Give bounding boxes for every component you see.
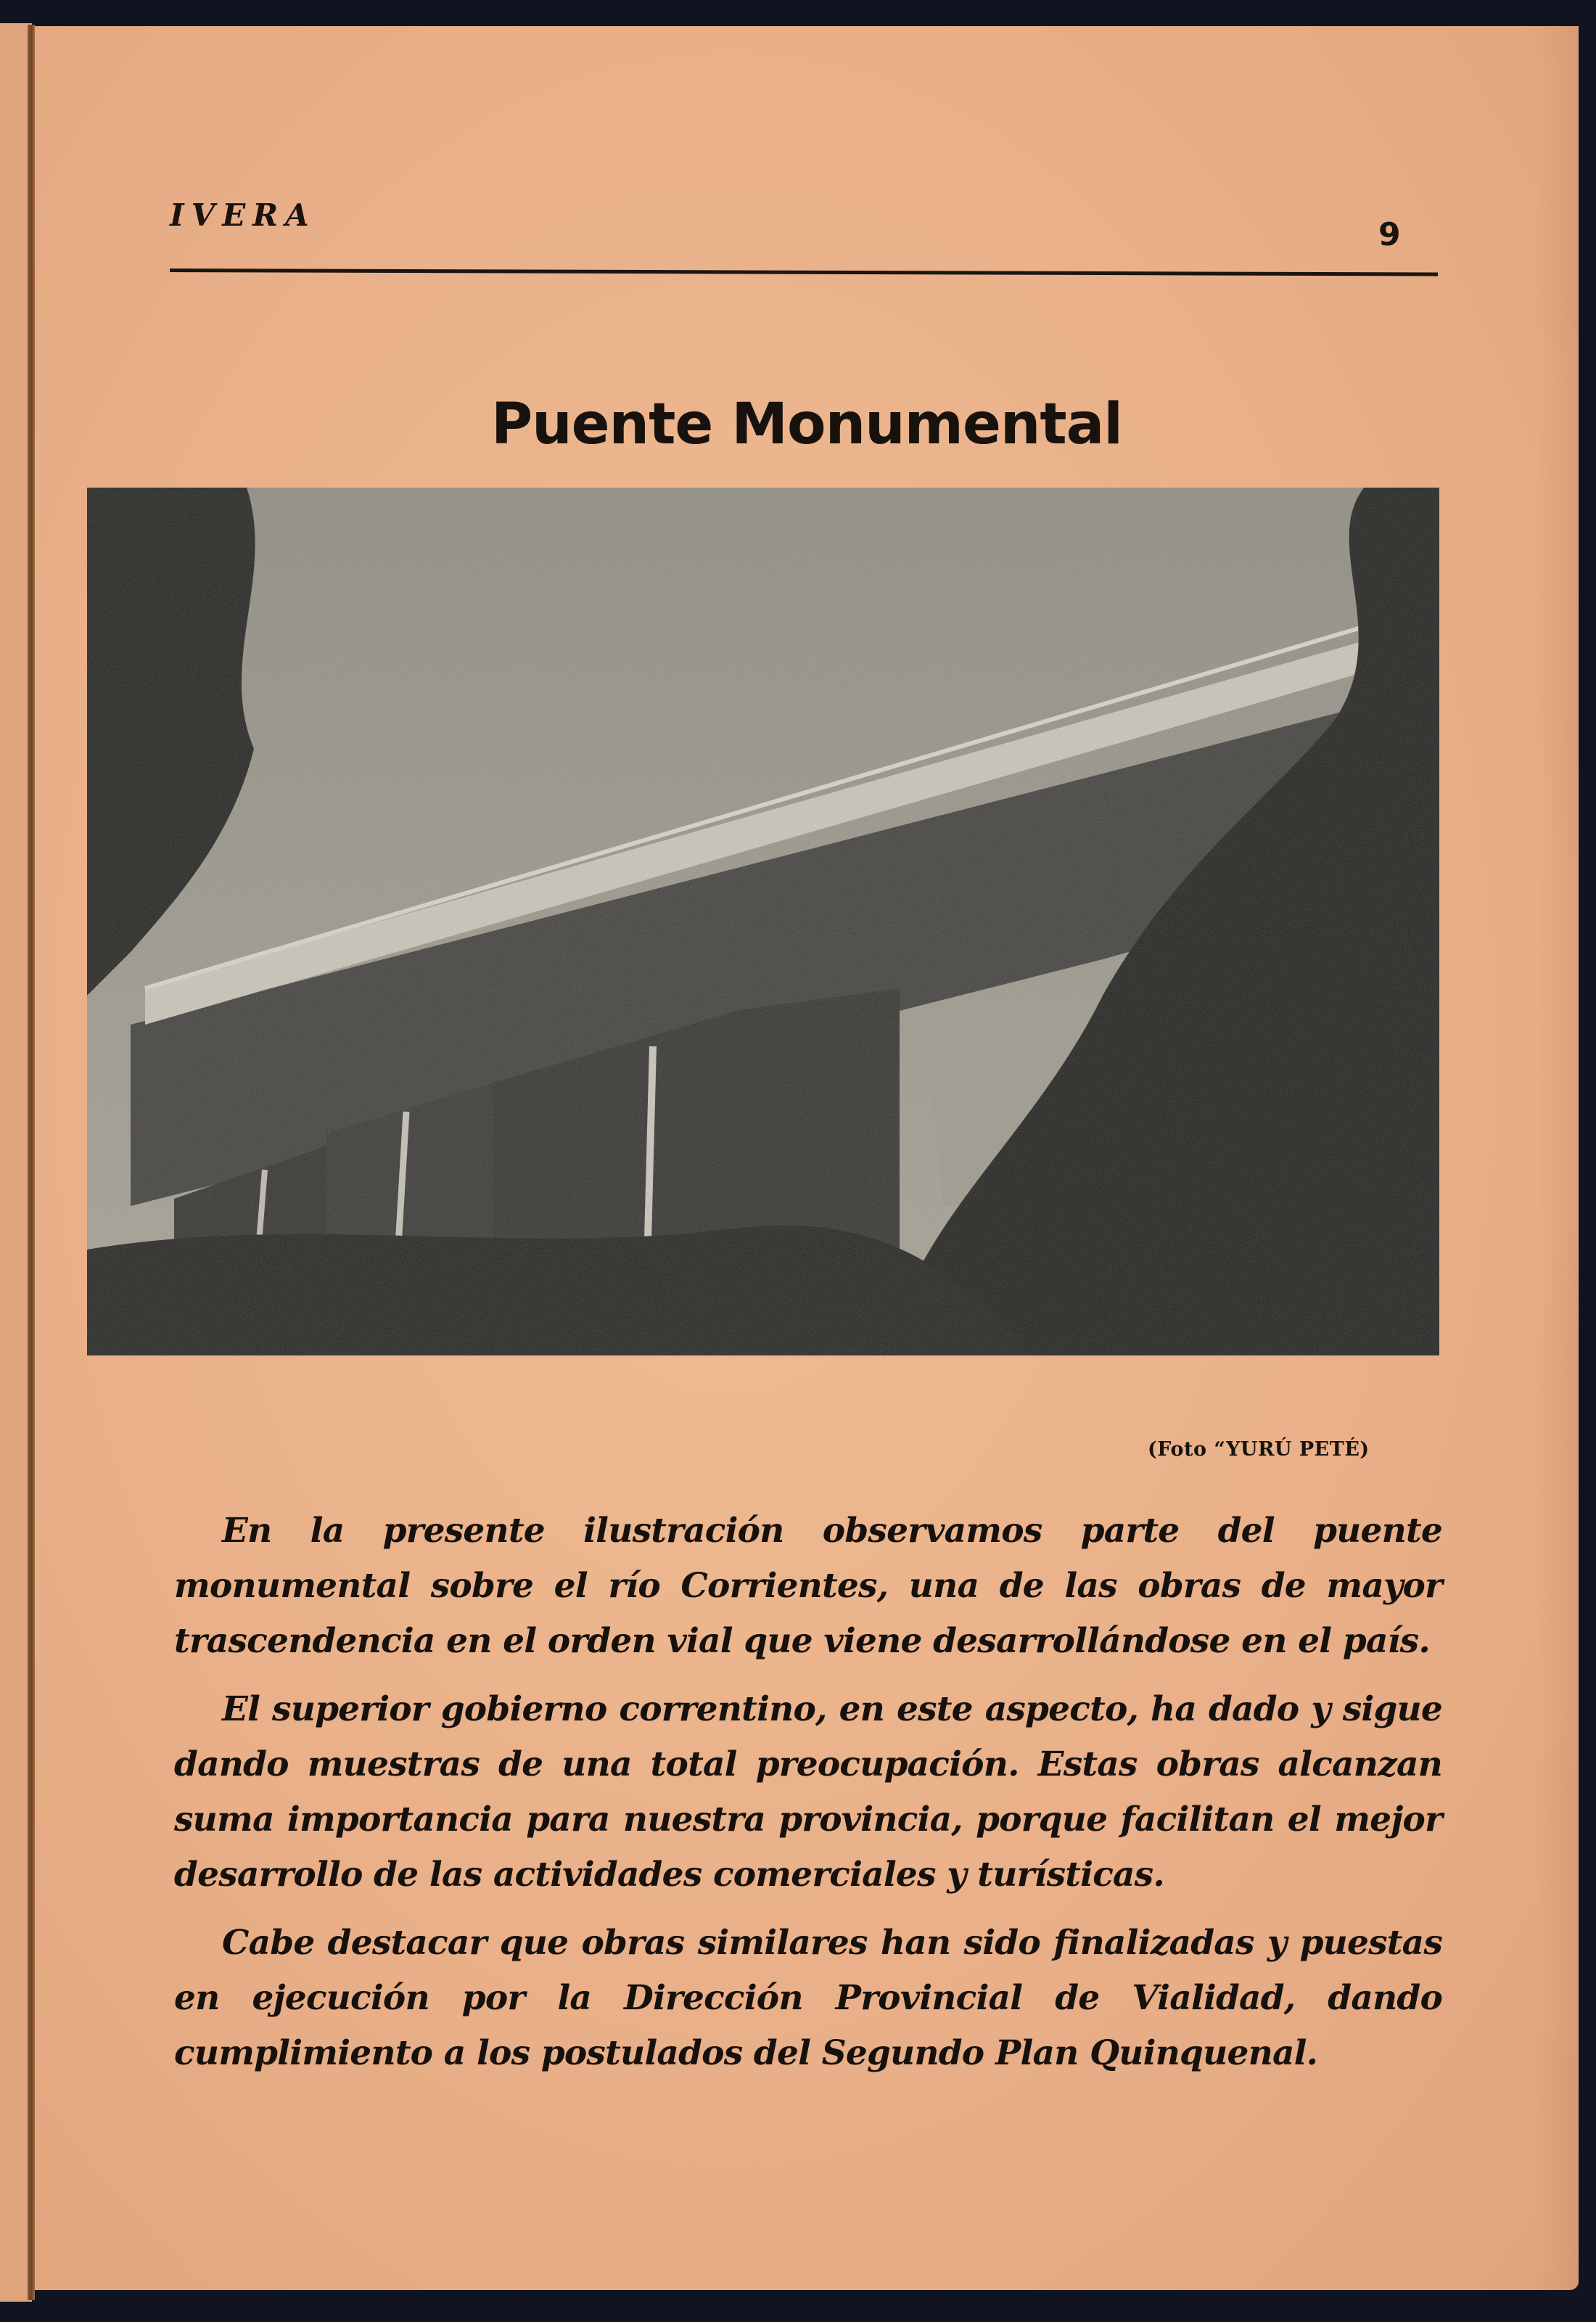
running-head: IVERA [170, 197, 316, 233]
paragraph: En la presente ilustración observamos parte del puente monumental sobre el río Corrientes, una de las obras de mayor trascendencia en el orden vial que viene desarrollándose en el país. [174, 1511, 1442, 1661]
page-number: 9 [1378, 216, 1401, 253]
book-page [35, 26, 1579, 2290]
bridge-photo-illustration [87, 488, 1439, 1355]
halftone-grain [87, 488, 1439, 1355]
bridge-photo [87, 488, 1439, 1355]
paragraph: El superior gobierno correntino, en este aspecto, ha dado y sigue dando muestras de una total preocupación. Estas obras alcanzan suma importancia para nuestra provincia, porque facilitan el mejor desarrollo de las actividades comerciales y turísticas. [174, 1689, 1442, 1895]
paragraph: Cabe destacar que obras similares han sido finalizadas y puestas en ejecución por la Dirección Provincial de Vialidad, dando cumplimiento a los postulados del Segundo Plan Quinquenal. [174, 1923, 1442, 2073]
article-title: Puente Monumental [490, 392, 1123, 458]
header-rule [170, 268, 1438, 276]
photo-credit: (Foto “YURÚ PETÉ) [1148, 1438, 1370, 1461]
article-body [174, 1503, 1442, 2094]
book-spine-gutter [28, 25, 35, 2300]
